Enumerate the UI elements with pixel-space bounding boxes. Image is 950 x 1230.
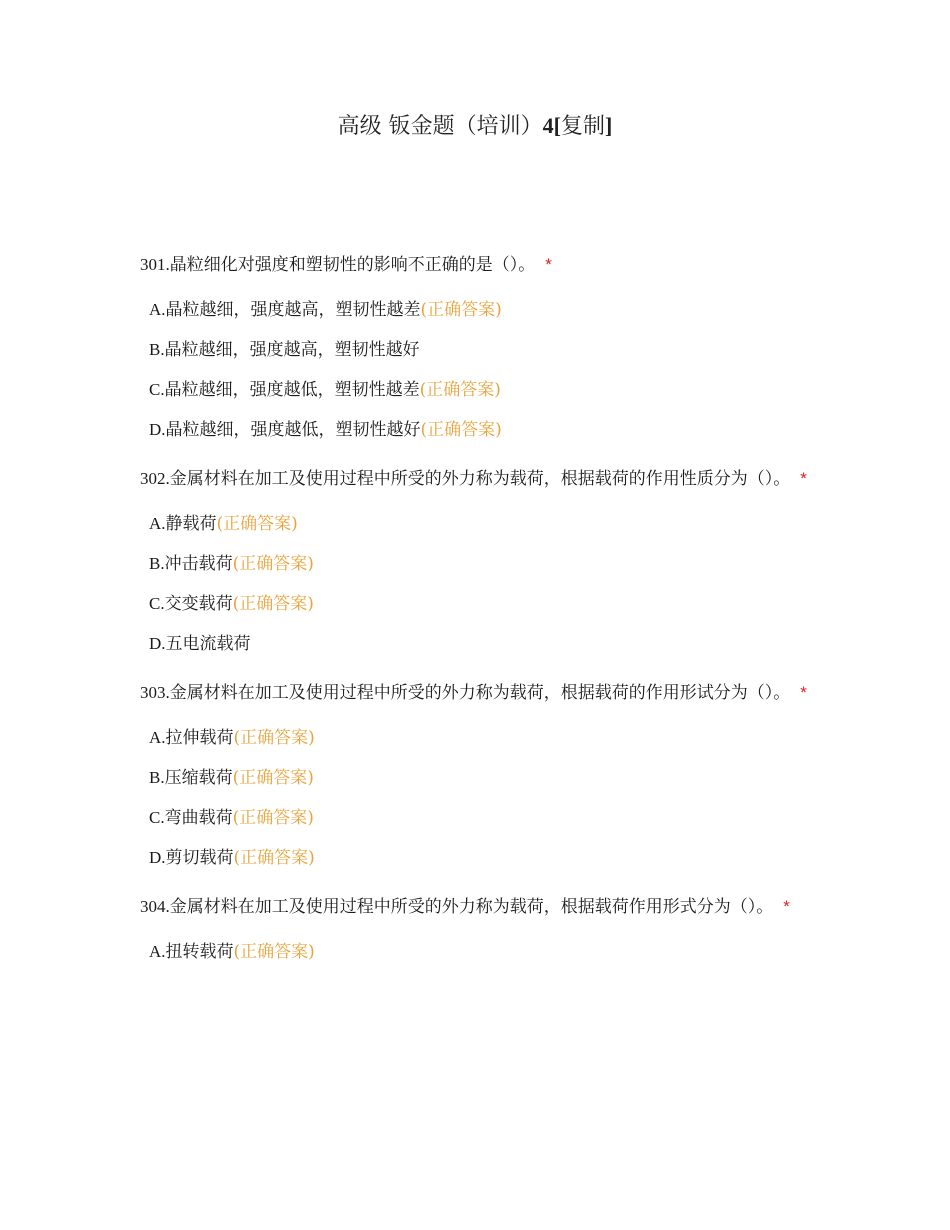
option-text: 交变载荷	[164, 594, 233, 614]
question-text: 晶粒细化对强度和塑韧性的影响不正确的是（）。	[169, 255, 536, 275]
correct-answer-label: (正确答案)	[419, 380, 501, 400]
option-letter: A.	[149, 514, 166, 533]
option-letter: D.	[149, 634, 166, 653]
option-item	[140, 290, 830, 330]
option-item	[140, 798, 830, 838]
option-text: 扭转载荷	[165, 942, 234, 962]
required-mark: *	[545, 255, 552, 274]
question-number: 303.	[140, 683, 170, 702]
correct-answer-label: (正确答案)	[233, 942, 315, 962]
option-letter: A.	[149, 300, 166, 319]
correct-answer-label: (正确答案)	[420, 300, 502, 320]
option-item	[140, 410, 830, 450]
required-mark: *	[800, 469, 807, 488]
correct-answer-label: (正确答案)	[232, 594, 314, 614]
required-mark: *	[783, 897, 790, 916]
option-text: 五电流载荷	[165, 634, 251, 654]
option-item	[140, 370, 830, 410]
option-text: 晶粒越细，强度越低，塑韧性越好	[165, 420, 421, 440]
option-text: 拉伸载荷	[165, 728, 234, 748]
question-stem	[140, 460, 830, 498]
title-main: 高级 钣金题（培训）	[337, 114, 543, 139]
question-stem	[140, 246, 830, 284]
question-block	[140, 246, 830, 450]
correct-answer-label: (正确答案)	[216, 514, 298, 534]
option-item	[140, 932, 830, 972]
correct-answer-label: (正确答案)	[420, 420, 502, 440]
option-letter: D.	[149, 420, 166, 439]
option-letter: B.	[149, 554, 165, 573]
title-number: 4[	[542, 113, 561, 138]
required-mark: *	[800, 683, 807, 702]
option-letter: A.	[149, 942, 166, 961]
question-block	[140, 888, 830, 972]
option-text: 压缩载荷	[164, 768, 233, 788]
correct-answer-label: (正确答案)	[233, 728, 315, 748]
question-text: 金属材料在加工及使用过程中所受的外力称为载荷，根据载荷作用形式分为（）。	[169, 897, 774, 917]
option-text: 晶粒越细，强度越高，塑韧性越好	[164, 340, 420, 360]
question-text: 金属材料在加工及使用过程中所受的外力称为载荷，根据载荷的作用性质分为（）。	[169, 469, 791, 489]
correct-answer-label: (正确答案)	[232, 554, 314, 574]
option-item	[140, 584, 830, 624]
question-block	[140, 674, 830, 878]
option-text: 静载荷	[165, 514, 217, 534]
option-item	[140, 718, 830, 758]
option-item	[140, 330, 830, 370]
page-title	[0, 110, 950, 143]
option-item	[140, 758, 830, 798]
option-item	[140, 624, 830, 664]
option-letter: B.	[149, 768, 165, 787]
correct-answer-label: (正确答案)	[232, 768, 314, 788]
question-text: 金属材料在加工及使用过程中所受的外力称为载荷，根据载荷的作用形试分为（）。	[169, 683, 791, 703]
option-letter: D.	[149, 848, 166, 867]
option-letter: A.	[149, 728, 166, 747]
option-text: 晶粒越细，强度越低，塑韧性越差	[164, 380, 420, 400]
option-item	[140, 504, 830, 544]
option-text: 冲击载荷	[164, 554, 233, 574]
correct-answer-label: (正确答案)	[232, 808, 314, 828]
option-item	[140, 544, 830, 584]
option-text: 晶粒越细，强度越高，塑韧性越差	[165, 300, 421, 320]
option-letter: C.	[149, 380, 165, 399]
title-copy: 复制	[560, 114, 605, 139]
title-bracket: ]	[605, 113, 613, 138]
correct-answer-label: (正确答案)	[233, 848, 315, 868]
question-number: 302.	[140, 469, 170, 488]
question-block	[140, 460, 830, 664]
option-letter: B.	[149, 340, 165, 359]
question-stem	[140, 674, 830, 712]
option-text: 剪切载荷	[165, 848, 234, 868]
question-number: 304.	[140, 897, 170, 916]
question-list	[140, 246, 830, 982]
question-stem	[140, 888, 830, 926]
option-letter: C.	[149, 808, 165, 827]
option-text: 弯曲载荷	[164, 808, 233, 828]
option-letter: C.	[149, 594, 165, 613]
question-number: 301.	[140, 255, 170, 274]
option-item	[140, 838, 830, 878]
